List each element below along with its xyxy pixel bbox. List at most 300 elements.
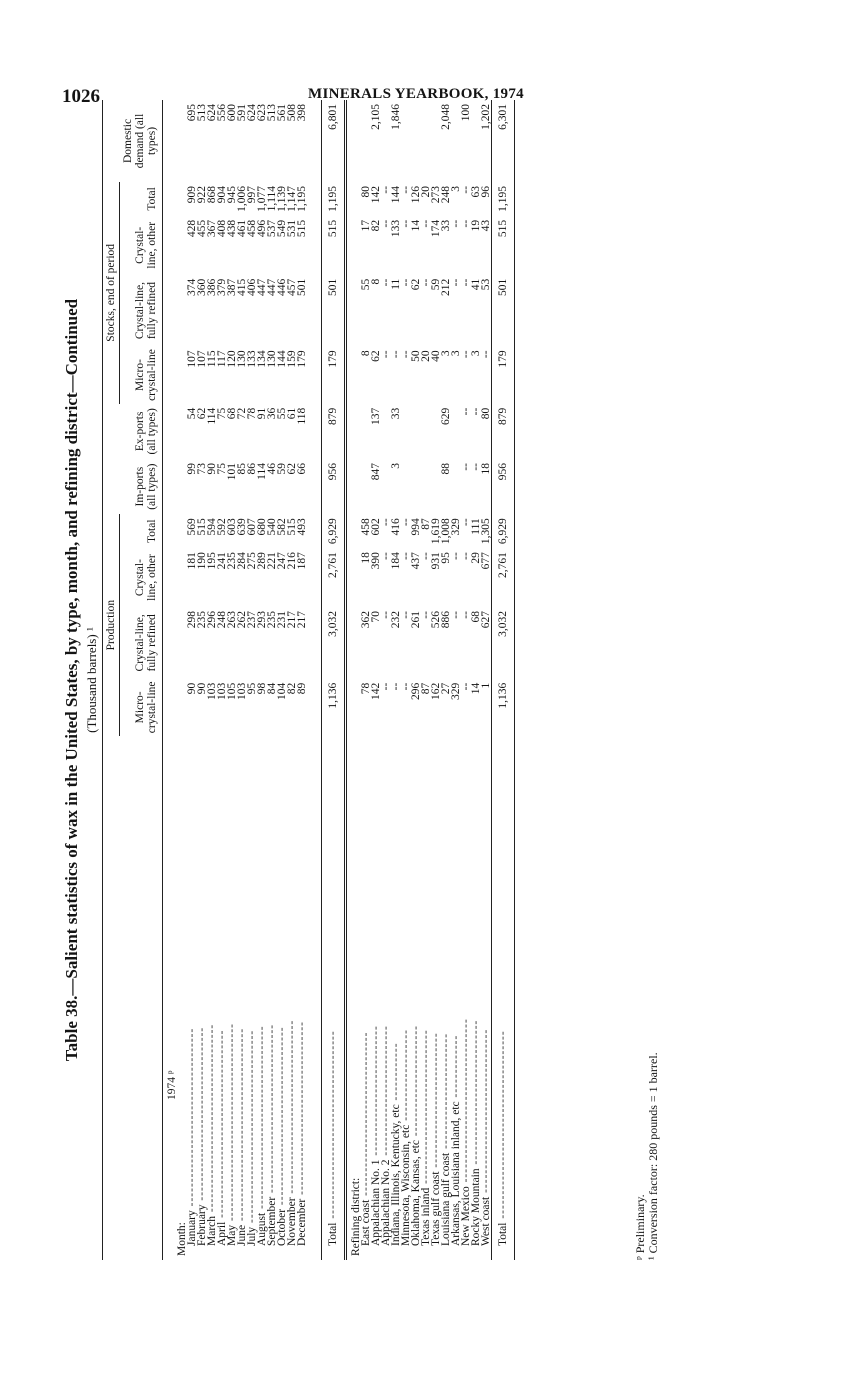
col-header-stocks-microcrystalline: Micro-crystal-line (120, 346, 163, 403)
table-cell: 1,008 (439, 518, 452, 545)
running-header: MINERALS YEARBOOK, 1974 (308, 86, 524, 102)
footnotes (634, 1052, 660, 1260)
table-cell: 99 (185, 462, 198, 475)
col-header-stocks-total: Total (120, 182, 163, 216)
table-cell: 591 (235, 104, 248, 122)
table-cell: 221 (265, 552, 278, 570)
table-cell: 493 (295, 518, 308, 536)
table-cell: 1 (479, 682, 492, 689)
table-cell: 114 (205, 407, 218, 425)
table-cell: 284 (235, 552, 248, 570)
table-cell: -- (379, 278, 392, 287)
table-cell: 66 (295, 462, 308, 475)
table-cell: 241 (215, 552, 228, 570)
table-row (297, 100, 307, 1260)
table-cell: 390 (369, 552, 382, 570)
table-cell: 496 (255, 219, 268, 238)
table-cell: 20 (419, 350, 432, 362)
table-cell: -- (379, 682, 392, 691)
table-cell: 501 (321, 275, 345, 347)
table-cell: -- (379, 185, 392, 194)
table-cell (401, 100, 411, 182)
month-total-row (321, 100, 345, 1260)
row-label-text: Minnesota, Wisconsin, etc (399, 1124, 412, 1246)
table-cell: 101 (225, 462, 238, 481)
table-cell: 105 (225, 682, 238, 700)
table-cell: 11 (389, 278, 402, 290)
table-cell: 50 (409, 350, 422, 362)
table-cell: 14 (469, 682, 482, 695)
table-cell: 87 (419, 682, 432, 695)
table-cell: 508 (285, 104, 298, 122)
table-cell: 179 (491, 346, 514, 403)
table-cell: 144 (389, 185, 402, 204)
table-cell: -- (379, 552, 392, 560)
table-cell: 78 (359, 682, 372, 695)
table-cell: 174 (429, 219, 442, 238)
table-cell (411, 100, 421, 182)
table-cell: 416 (389, 518, 402, 536)
table-cell: 62 (409, 278, 422, 291)
table-cell: -- (379, 350, 392, 359)
table-cell: 62 (285, 462, 298, 475)
table-row (491, 100, 514, 1260)
table-cell: 118 (295, 407, 308, 425)
row-label-text: Appalachian No. 1 (369, 1159, 382, 1246)
col-header-stocks-crystalline-fully-refined: Crystal-line, fully refined (120, 275, 163, 347)
table-cell (421, 404, 431, 459)
table-cell: 217 (295, 611, 308, 629)
table-cell: 1,846 (389, 104, 402, 130)
table-cell: 6,929 (491, 514, 514, 548)
table-cell: -- (469, 462, 482, 471)
leader-dots: -------------------------------------- (255, 1025, 268, 1213)
table-cell: -- (449, 552, 462, 560)
table-cell: 120 (225, 350, 238, 368)
table-cell: 362 (359, 611, 372, 629)
table-cell: 582 (275, 518, 288, 536)
leader-dots: ------------------------------------ (285, 1019, 298, 1198)
table-cell: -- (459, 552, 472, 560)
table-cell: 461 (235, 219, 248, 238)
table-cell: 84 (265, 682, 278, 695)
table-cell: 624 (205, 104, 218, 122)
district-section-label: Refining district: (349, 1177, 362, 1256)
table-cell: 1,305 (479, 518, 492, 545)
table-cell: 55 (275, 407, 288, 420)
table-cell: 457 (285, 278, 298, 296)
col-header-domestic-demand: Domestic demand (all types) (120, 100, 163, 182)
table-cell: 1,619 (429, 518, 442, 545)
row-label-text: West coast (479, 1196, 492, 1246)
table-cell: 82 (369, 219, 382, 232)
table-cell: 639 (235, 518, 248, 536)
table-cell: 1,202 (479, 104, 492, 130)
table-cell: 695 (185, 104, 198, 122)
table-cell: 62 (369, 350, 382, 362)
table-cell: 1,136 (321, 679, 345, 736)
table-cell: 2,048 (439, 104, 452, 130)
table-cell: 53 (479, 278, 492, 291)
table-cell: 2,105 (369, 104, 382, 130)
table-cell: 398 (295, 104, 308, 122)
leader-dots: ------------------------------------ (295, 1021, 308, 1199)
table-cell: 515 (321, 216, 345, 275)
row-label (321, 736, 345, 1260)
table-cell: 515 (285, 518, 298, 536)
table-cell: 103 (215, 682, 228, 700)
table-cell: 98 (255, 682, 268, 695)
table-cell: 36 (265, 407, 278, 420)
table-cell: 33 (389, 407, 402, 420)
table-cell: 600 (225, 104, 238, 122)
col-header-production-total: Total (120, 514, 163, 548)
table-cell: 386 (205, 278, 218, 296)
table-cell: 868 (205, 185, 218, 204)
table-cell: 61 (285, 407, 298, 420)
page-number: 1026 (62, 86, 100, 107)
leader-dots: ------------------------------ (469, 1019, 482, 1169)
table-cell: 945 (225, 185, 238, 204)
table-cell: 1,077 (255, 185, 268, 212)
table-cell: 501 (295, 278, 308, 296)
table-cell: 89 (295, 682, 308, 695)
table-cell (451, 404, 461, 459)
table-cell: 75 (215, 462, 228, 475)
table-cell: 27 (439, 682, 452, 695)
table-cell: 3,032 (321, 607, 345, 679)
table-cell: 458 (359, 518, 372, 536)
table-cell: 33 (439, 219, 452, 232)
table-cell: 235 (195, 611, 208, 629)
table-cell: 247 (275, 552, 288, 570)
table-cell: 537 (265, 219, 278, 238)
leader-dots: ---------------------------------- (479, 1028, 492, 1197)
table-cell: 82 (285, 682, 298, 695)
table-cell: 90 (195, 682, 208, 695)
table-cell: 115 (205, 350, 218, 368)
table-cell: 1,139 (275, 185, 288, 212)
table-cell: 886 (439, 611, 452, 629)
table-cell (401, 459, 411, 514)
table-cell: 19 (469, 219, 482, 232)
table-cell: 6,801 (321, 100, 345, 182)
table-cell: 879 (321, 404, 345, 459)
table-cell: 179 (295, 350, 308, 368)
table-cell (431, 100, 441, 182)
table-cell: 437 (409, 552, 422, 570)
row-label-text: June (235, 1224, 248, 1246)
table-cell: 515 (295, 219, 308, 238)
leader-dots: ------------------------------------ (195, 1026, 208, 1205)
table-cell: -- (399, 611, 412, 619)
table-cell: 367 (205, 219, 218, 238)
row-label-text: Rocky Mountain (469, 1168, 482, 1246)
row-label-text: March (205, 1215, 218, 1246)
row-label (491, 736, 514, 1260)
district-rows (361, 100, 492, 1260)
leader-dots: ----------------------------------- (265, 1023, 278, 1197)
leader-dots: --------------------------------------- (205, 1023, 218, 1216)
table-cell: 540 (265, 518, 278, 536)
table-cell: 680 (255, 518, 268, 536)
table-title: Table 38.—Salient statistics of wax in the United States, by type, month, and refining district—Continued (62, 298, 81, 1062)
leader-dots: ---------------------------------------- (235, 1027, 248, 1225)
footnote-preliminary: ᵖ Preliminary. (633, 1194, 647, 1260)
table-cell: 68 (225, 407, 238, 420)
table-cell (411, 404, 421, 459)
table-cell: 90 (185, 682, 198, 695)
row-label-text: February (195, 1204, 208, 1246)
table-cell: 117 (215, 350, 228, 368)
table-cell: 549 (275, 219, 288, 238)
table-cell: 2,761 (491, 548, 514, 607)
table-cell: 931 (429, 552, 442, 570)
table-cell: 379 (215, 278, 228, 296)
table-cell: 603 (225, 518, 238, 536)
table-cell: -- (399, 552, 412, 560)
table-cell: 137 (369, 407, 382, 425)
table-cell: 956 (321, 459, 345, 514)
row-label-text: January (185, 1210, 198, 1246)
table-cell: 3,032 (491, 607, 514, 679)
table-cell: -- (389, 350, 402, 359)
row-label-text: July (245, 1226, 258, 1246)
table-cell: 296 (205, 611, 218, 629)
month-section-label: Month: (175, 1222, 188, 1256)
table-cell: 1,195 (295, 185, 308, 212)
table-cell: 455 (195, 219, 208, 238)
table-cell: 85 (235, 462, 248, 475)
table-row (481, 100, 492, 1260)
table-cell: 235 (225, 552, 238, 570)
table-cell (381, 100, 391, 182)
leader-dots: --------------------------------------- (215, 1029, 228, 1222)
table-cell: 556 (215, 104, 228, 122)
table-cell: 296 (409, 682, 422, 700)
row-label (481, 736, 492, 1260)
table-cell: 248 (215, 611, 228, 629)
table-cell: 6,929 (321, 514, 345, 548)
table-cell: 627 (479, 611, 492, 629)
row-label-text: Texas inland (419, 1187, 432, 1246)
table-cell: 531 (285, 219, 298, 238)
table-cell: 46 (265, 462, 278, 475)
table-cell: 592 (215, 518, 228, 536)
table-cell: 406 (245, 278, 258, 296)
table-cell: 447 (265, 278, 278, 296)
table-cell: 59 (275, 462, 288, 475)
table-cell: 1,006 (235, 185, 248, 212)
table-cell: 3 (449, 350, 462, 357)
table-cell: 90 (205, 462, 218, 475)
table-cell: -- (379, 518, 392, 526)
row-label-text: Arkansas, Louisiana inland, etc (449, 1101, 462, 1246)
table-cell: 289 (255, 552, 268, 570)
leader-dots: ------------------------ (439, 1032, 452, 1153)
table-cell: 1,147 (285, 185, 298, 212)
table-cell: 248 (439, 185, 452, 204)
table-cell: 1,114 (265, 185, 278, 212)
table-cell (361, 459, 371, 514)
table-cell: 275 (245, 552, 258, 570)
table-cell: 107 (185, 350, 198, 368)
row-label-text: April (215, 1221, 228, 1246)
table-cell: -- (459, 278, 472, 287)
table-cell: -- (469, 407, 482, 416)
table-cell: -- (459, 407, 472, 416)
district-total-row (491, 100, 514, 1260)
table-cell: 59 (429, 278, 442, 291)
table-cell: -- (449, 611, 462, 619)
row-label-text: August (255, 1212, 268, 1246)
table-cell: 293 (255, 611, 268, 629)
row-label-text: Louisiana gulf coast (439, 1152, 452, 1246)
table-cell: 237 (245, 611, 258, 629)
table-cell: 18 (359, 552, 372, 564)
table-cell: 91 (255, 407, 268, 420)
leader-dots: ------------------- (399, 1029, 412, 1125)
table-cell: 513 (195, 104, 208, 122)
table-cell: 187 (295, 552, 308, 570)
table-cell: 298 (185, 611, 198, 629)
table-cell: 408 (215, 219, 228, 238)
table-cell: 235 (265, 611, 278, 629)
table-cell: 569 (185, 518, 198, 536)
table-cell: 103 (235, 682, 248, 700)
col-header-crystalline-fully-refined: Crystal-line, fully refined (120, 607, 163, 679)
table-cell: -- (479, 350, 492, 359)
table-cell: 55 (359, 278, 372, 291)
row-label-text: October (275, 1208, 288, 1246)
table-cell: -- (459, 682, 472, 691)
table-cell: 62 (195, 407, 208, 420)
table-cell: -- (419, 278, 432, 287)
table-cell: -- (459, 185, 472, 194)
table-cell: 273 (429, 185, 442, 204)
leader-dots: ------------ (389, 1042, 402, 1105)
table-cell: 75 (215, 407, 228, 420)
table-cell (471, 100, 481, 182)
table-cell: -- (459, 518, 472, 526)
col-header-crystalline-other: Crystal-line, other (120, 548, 163, 607)
table-cell (361, 100, 371, 182)
table-cell: 130 (265, 350, 278, 368)
row-label-text: New Mexico (459, 1186, 472, 1246)
row-label-text: Texas gulf coast (429, 1171, 442, 1246)
leader-dots: ---------------------------------- (359, 1031, 372, 1200)
table-cell: 40 (429, 350, 442, 362)
table-cell: 1,195 (491, 182, 514, 216)
table-cell: -- (459, 611, 472, 619)
row-label-text: Indiana, Illinois, Kentucky, etc (389, 1104, 402, 1246)
row-label-text: Total (496, 1222, 509, 1246)
col-header-imports: Im-ports (all types) (120, 459, 163, 514)
row-label-text: September (265, 1196, 278, 1246)
table-cell: 95 (245, 682, 258, 695)
table-cell (431, 459, 441, 514)
table-cell: 879 (491, 404, 514, 459)
table-cell: 3 (469, 350, 482, 357)
table-cell: 624 (245, 104, 258, 122)
table-cell: 446 (275, 278, 288, 296)
table-cell: 63 (469, 185, 482, 198)
col-header-exports: Ex-ports (all types) (120, 404, 163, 459)
table-cell: 134 (255, 350, 268, 368)
table-cell: -- (419, 611, 432, 619)
table-cell: -- (399, 219, 412, 228)
table-cell: 14 (409, 219, 422, 232)
table-cell: 909 (185, 185, 198, 204)
col-header-stocks-crystalline-other: Crystal-line, other (120, 216, 163, 275)
col-header-microcrystalline: Micro-crystal-line (120, 679, 163, 736)
table-cell: 847 (369, 462, 382, 481)
table-cell: 142 (369, 682, 382, 700)
table-cell (431, 404, 441, 459)
table-cell: -- (459, 219, 472, 228)
row-label-text: Appalachian No. 2 (379, 1159, 392, 1246)
table-cell: -- (399, 518, 412, 526)
table-cell: 195 (205, 552, 218, 570)
leader-dots: ------------------------------------- (185, 1027, 198, 1211)
leader-dots: ----------------------------------------- (225, 1023, 238, 1225)
table-cell: 2,761 (321, 548, 345, 607)
table-cell: 216 (285, 552, 298, 570)
table-row (321, 100, 345, 1260)
table-cell: 133 (245, 350, 258, 368)
table-cell: 212 (439, 278, 452, 296)
table-cell: 95 (439, 552, 452, 564)
table-cell: 88 (439, 462, 452, 475)
table-cell: 86 (245, 462, 258, 475)
table-cell: -- (389, 682, 402, 691)
month-rows (187, 100, 307, 1260)
table-cell: 181 (185, 552, 198, 570)
table-cell: -- (379, 611, 392, 619)
table-cell: 438 (225, 219, 238, 238)
table-cell: 78 (245, 407, 258, 420)
table-cell (361, 404, 371, 459)
leader-dots: ------------------------------------- (275, 1026, 288, 1209)
leader-dots: ---------------------------------------- (245, 1029, 258, 1227)
table-cell: 17 (359, 219, 372, 232)
leader-dots: --------------------------- (369, 1025, 382, 1160)
table-cell: 114 (255, 462, 268, 480)
leader-dots: --------------------------- (379, 1025, 392, 1160)
leader-dots: --------------------------------------- (326, 1030, 339, 1223)
table-cell: 126 (409, 185, 422, 204)
table-cell: 3 (389, 462, 402, 469)
table-cell: 159 (285, 350, 298, 368)
table-cell: 513 (265, 104, 278, 122)
row-label (297, 736, 307, 1260)
table-cell: 107 (195, 350, 208, 368)
table-cell: 43 (479, 219, 492, 232)
table-cell: 922 (195, 185, 208, 204)
table-cell: 190 (195, 552, 208, 570)
table-cell: 41 (469, 278, 482, 291)
table-cell: 20 (419, 185, 432, 198)
table-cell (421, 459, 431, 514)
table-cell: 73 (195, 462, 208, 475)
table-cell: -- (399, 350, 412, 359)
table-cell (381, 404, 391, 459)
table-cell: 8 (369, 278, 382, 285)
table-cell: -- (399, 682, 412, 691)
row-label-text: November (285, 1197, 298, 1246)
table-cell: 561 (275, 104, 288, 122)
table-cell (451, 459, 461, 514)
